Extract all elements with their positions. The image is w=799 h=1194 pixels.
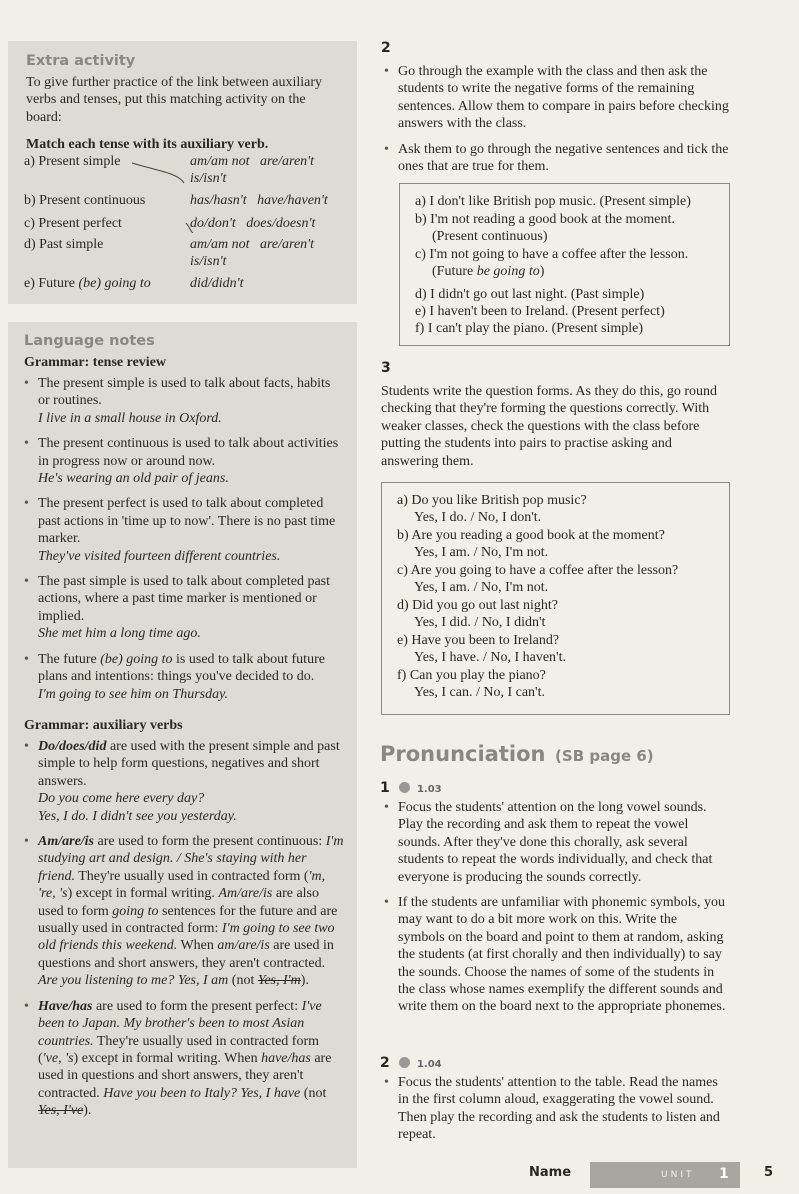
qa-f: f) Can you play the piano? Yes, I can. / No, I can't. — [397, 668, 546, 701]
pronunciation-heading: Pronunciation (SB page 6) — [380, 742, 654, 766]
answer-c: c) I'm not going to have a coffee after the lesson. (Future be going to) — [415, 247, 689, 280]
answer-f: f) I can't play the piano. (Present simple) — [415, 321, 644, 336]
qa-e: e) Have you been to Ireland? Yes, I have. / No, I haven't. — [397, 633, 566, 666]
qa-b: b) Are you reading a good book at the moment? Yes, I am. / No, I'm not. — [397, 528, 665, 561]
list-item: • The future (be) going to is used to talk about future plans and intentions: things you've decided to do. I'm going to see him on Thursday. — [24, 651, 344, 703]
tense-c: c) Present perfect — [24, 216, 122, 231]
list-item: • The present simple is used to talk about facts, habits or routines. I live in a small house in Oxford. — [24, 375, 344, 427]
list-item: • Am/are/is are used to form the present continuous: I'm studying art and design. / She's staying with her friend. They're usually used in contracted form ('m, 're, 's) except in formal writing. Am/are/is are also used to form going to sentences for the future and are usually used in contracted form: I'm going to see two old friends this weekend. When am/are/is are used in questions and short answers, they aren't contracted. Are you listening to me? Yes, I am (not Yes, I'm). — [24, 833, 346, 990]
exercise-3-number: 3 — [381, 360, 391, 376]
extra-activity-intro: To give further practice of the link between auxiliary verbs and tenses, put this matching activity on the board: — [26, 75, 323, 125]
language-notes-box — [8, 322, 357, 1168]
list-item: • Focus the students' attention on the long vowel sounds. Play the recording and ask them to repeat the vowel sounds. After they've done this chorally, ask several students to repeat the words individually, and check that everyone is producing the sounds correctly. — [384, 799, 726, 886]
extra-activity-title: Extra activity — [26, 53, 136, 69]
list-item: • The present continuous is used to talk about activities in progress now or around now. He's wearing an old pair of jeans. — [24, 435, 344, 487]
aux-4: am/am not are/aren't is/isn't — [190, 237, 315, 269]
answer-d: d) I didn't go out last night. (Past simple) — [415, 287, 645, 302]
exercise-3-instructions: Students write the question forms. As they do this, go round checking that they're forming the questions correctly. With weaker classes, check the questions with the class before putting the students into pairs to practise asking and answering them. — [381, 384, 717, 469]
answer-e: e) I haven't been to Ireland. (Present perfect) — [415, 304, 665, 319]
tense-review-heading: Grammar: tense review — [24, 355, 167, 370]
exercise-3-answers-box — [381, 482, 730, 715]
list-item: • The past simple is used to talk about completed past actions, where a past time marker is mentioned or implied. She met him a long time ago. — [24, 573, 344, 643]
qa-c: c) Are you going to have a coffee after the lesson? Yes, I am. / No, I'm not. — [397, 563, 679, 596]
tense-e: e) Future (be) going to — [24, 276, 151, 291]
exercise-2-answers-box — [399, 183, 730, 346]
page-number: 5 — [764, 1165, 774, 1180]
pronunciation-2-header: 2 1.04 — [380, 1055, 442, 1071]
tense-b: b) Present continuous — [24, 193, 146, 208]
unit-bar — [590, 1162, 740, 1188]
extra-activity-box — [8, 41, 357, 304]
unit-label: UNIT — [661, 1170, 695, 1180]
tense-review-list — [24, 375, 344, 711]
language-notes-title: Language notes — [24, 333, 155, 349]
pronunciation-1-header: 1 1.03 — [380, 780, 442, 796]
list-item: • Do/does/did are used with the present simple and past simple to help form questions, negatives and short answers. Do you come here every day? Yes, I do. I didn't see you yesterday. — [24, 738, 346, 825]
list-item: • Have/has are used to form the present perfect: I've been to Japan. My brother's been to most Asian countries. They're usually used in contracted form ('ve, 's) except in formal writing. When have/has are used in questions and short answers, they aren't contracted. Have you been to Italy? Yes, I have (not Yes, I've). — [24, 998, 346, 1120]
footer-name-label: Name — [529, 1165, 572, 1180]
unit-number: 1 — [719, 1166, 729, 1182]
audio-disc-icon — [399, 782, 410, 793]
tense-d: d) Past simple — [24, 237, 104, 252]
list-item: • Focus the students' attention to the table. Read the names in the first column aloud, exaggerating the vowel sound. Then play the recording and ask the students to listen and repeat. — [384, 1074, 726, 1144]
aux-3: do/don't does/doesn't — [190, 216, 316, 231]
qa-d: d) Did you go out last night? Yes, I did. / No, I didn't — [397, 598, 558, 631]
list-item: • If the students are unfamiliar with phonemic symbols, you may want to do a bit more work on this. Write the symbols on the board and point to them at random, asking the students (at first chorally and then individually) to say the sounds. Choose the names of some of the students in the class whose names exemplify the different sounds and write them on the board next to the appropriate phonemes. — [384, 894, 726, 1016]
qa-a: a) Do you like British pop music? Yes, I do. / No, I don't. — [397, 493, 587, 526]
pronunciation-2-list — [384, 1074, 726, 1152]
auxiliary-verbs-list — [24, 738, 346, 1128]
aux-1: am/am not are/aren't is/isn't — [190, 154, 315, 186]
exercise-2-instructions — [384, 63, 730, 183]
pronunciation-1-list — [384, 799, 726, 1024]
exercise-2-number: 2 — [381, 40, 391, 56]
auxiliary-verbs-heading: Grammar: auxiliary verbs — [24, 718, 183, 733]
match-instruction: Match each tense with its auxiliary verb. — [26, 137, 269, 152]
list-item: • The present perfect is used to talk about completed past actions in 'time up to now'. There is no past time marker. They've visited fourteen different countries. — [24, 495, 344, 565]
answer-a: a) I don't like British pop music. (Present simple) — [415, 194, 691, 209]
aux-2: has/hasn't have/haven't — [190, 193, 328, 208]
aux-5: did/didn't — [190, 276, 244, 291]
list-item: • Ask them to go through the negative sentences and tick the ones that are true for them. — [384, 141, 730, 176]
list-item: • Go through the example with the class and then ask the students to write the negative forms of the remaining sentences. Allow them to compare in pairs before checking answers with the class. — [384, 63, 730, 133]
match-line-a — [132, 163, 184, 183]
answer-b: b) I'm not reading a good book at the moment. (Present continuous) — [415, 212, 675, 245]
tense-a: a) Present simple — [24, 154, 121, 169]
audio-disc-icon — [399, 1057, 410, 1068]
